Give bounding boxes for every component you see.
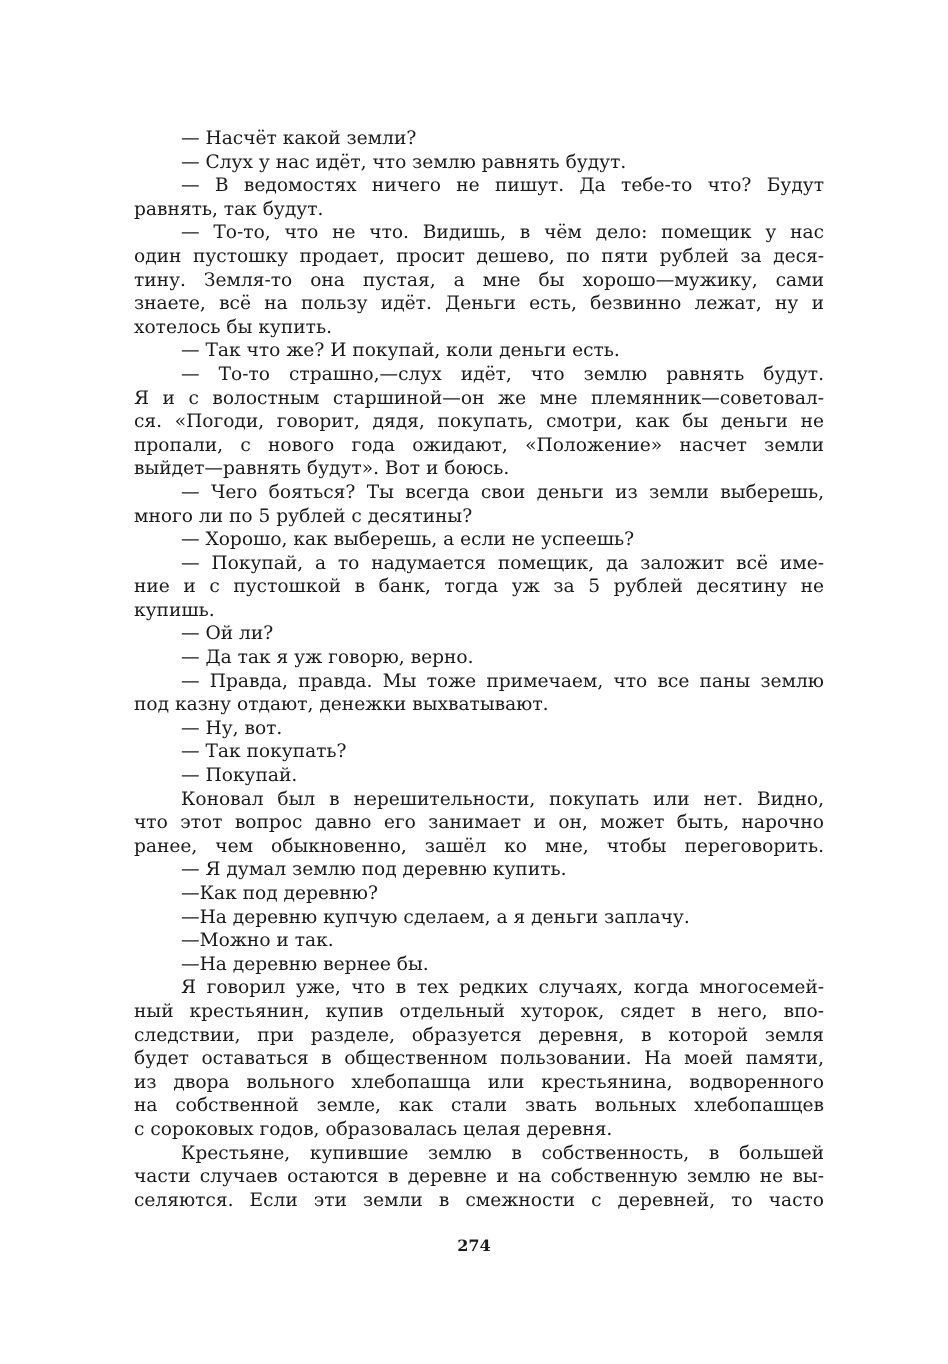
- text-line: —Как под деревню?: [181, 883, 378, 904]
- text-line: ный крестьянин, купив отдельный хуторок, сядет в него, впо-: [134, 1000, 824, 1022]
- text-line: — Слух у нас идёт, что землю равнять будут.: [181, 151, 627, 173]
- text-line: —На деревню вернее бы.: [181, 953, 429, 975]
- text-line: части случаев остаются в деревне и на собственную землю не вы-: [134, 1166, 824, 1188]
- text-line: ранее, чем обыкновенно, зашёл ко мне, чтобы переговорить.: [134, 835, 824, 857]
- text-line: ние и с пустошкой в банк, тогда уж за 5 рублей десятину не: [134, 576, 824, 598]
- text-line: Я говорил уже, что в тех редких случаях, когда многосемей-: [181, 977, 824, 999]
- page-number: 274: [457, 1236, 491, 1255]
- text-line: хотелось бы купить.: [134, 316, 332, 338]
- text-line: селяются. Если эти земли в смежности с деревней, то часто: [134, 1189, 824, 1211]
- text-line: тину. Земля-то она пустая, а мне бы хорошо—мужику, сами: [134, 269, 824, 291]
- text-line: — В ведомостях ничего не пишут. Да тебе-то что? Будут: [181, 175, 824, 197]
- text-line: — Так покупать?: [181, 741, 347, 763]
- text-line: —Можно и так.: [181, 930, 334, 952]
- text-line: — Покупай, а то надумается помещик, да заложит всё име-: [181, 552, 824, 574]
- text-line: на собственной земле, как стали звать вольных хлебопашцев: [134, 1095, 824, 1117]
- text-line: ся. «Погоди, говорит, дядя, покупать, смотри, как бы деньги не: [134, 411, 824, 433]
- text-line: купишь.: [134, 599, 215, 621]
- text-line: — Насчёт какой земли?: [181, 128, 417, 149]
- text-line: что этот вопрос давно его занимает и он, может быть, нарочно: [134, 812, 824, 834]
- text-line: — Чего бояться? Ты всегда свои деньги из земли выберешь,: [181, 481, 824, 503]
- text-line: — Хорошо, как выберешь, а если не успеешь?: [181, 529, 635, 551]
- text-line: — Покупай.: [181, 765, 298, 787]
- text-line: один пустошку продает, просит дешево, по пяти рублей за деся-: [134, 245, 824, 267]
- text-line: равнять, так будут.: [134, 198, 324, 220]
- text-line: из двора вольного хлебопашца или крестьянина, водворенного: [134, 1071, 824, 1093]
- text-line: —На деревню купчую сделаем, а я деньги заплачу.: [181, 906, 690, 928]
- text-line: — Да так я уж говорю, верно.: [181, 647, 474, 669]
- text-line: — Ой ли?: [181, 623, 274, 645]
- text-line: — То-то страшно,—слух идёт, что землю равнять будут.: [181, 363, 824, 385]
- text-line: знаете, всё на пользу идёт. Деньги есть, безвинно лежат, ну и: [134, 293, 824, 315]
- page-body: [134, 127, 824, 1212]
- text-line: выйдет—равнять будут». Вот и боюсь.: [134, 458, 510, 480]
- text-line: следствии, при разделе, образуется деревня, в которой земля: [134, 1024, 824, 1046]
- text-line: — Так что же? И покупай, коли деньги есть.: [181, 340, 620, 362]
- text-line: Крестьяне, купившие землю в собственность, в большей: [181, 1142, 824, 1164]
- text-line: — Я думал землю под деревню купить.: [181, 859, 567, 881]
- text-line: Я и с волостным старшиной—он же мне племянник—советовал-: [134, 387, 824, 409]
- text-line: с сороковых годов, образовалась целая деревня.: [134, 1118, 613, 1140]
- text-line: пропали, с нового года ожидают, «Положение» насчет земли: [134, 434, 824, 456]
- text-line: — Ну, вот.: [181, 717, 283, 739]
- text-line: под казну отдают, денежки выхватывают.: [134, 694, 549, 716]
- text-line: будет оставаться в общественном пользовании. На моей памяти,: [134, 1048, 824, 1070]
- text-line: много ли по 5 рублей с десятины?: [134, 505, 473, 527]
- text-line: — Правда, правда. Мы тоже примечаем, что все паны землю: [181, 670, 824, 692]
- text-line: — То-то, что не что. Видишь, в чём дело: помещик у нас: [181, 222, 824, 244]
- text-line: Коновал был в нерешительности, покупать или нет. Видно,: [181, 788, 824, 810]
